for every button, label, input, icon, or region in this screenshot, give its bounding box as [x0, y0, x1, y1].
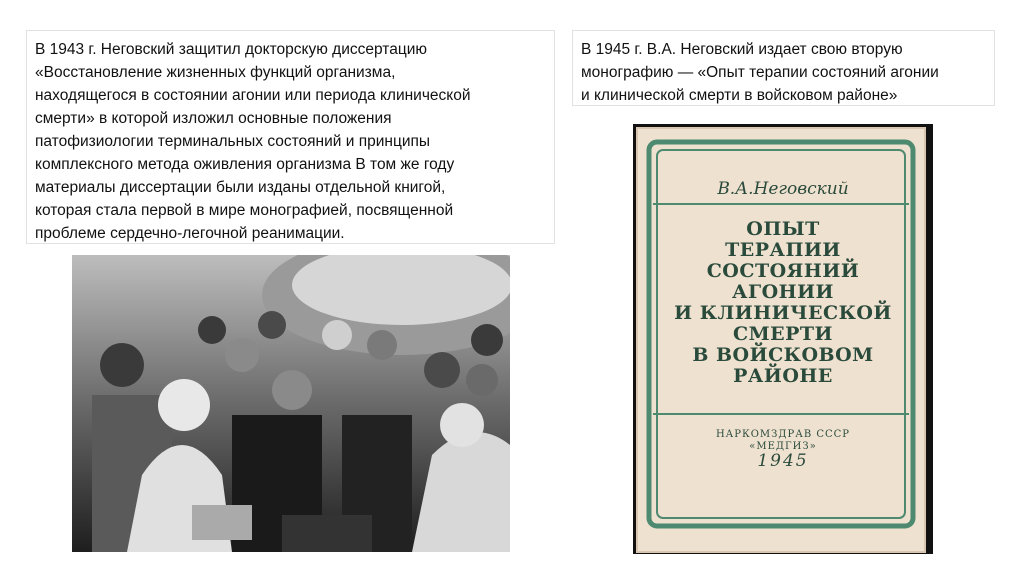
text-box-1943: [26, 30, 555, 244]
group-photo-image: [72, 255, 510, 552]
paragraph-1945: В 1945 г. В.А. Неговский издает свою вторую монографию — «Опыт терапии состояний агонии и клинической смерти в войсковом районе»: [581, 41, 939, 104]
book-author: В.А.Неговский: [717, 179, 849, 199]
paragraph-1943: В 1943 г. Неговский защитил докторскую диссертацию «Восстановление жизненных функций организма, находящегося в состоянии агонии или периода клинической смерти» в которой изложил основные положения патофизиологии терминальных состояний и принципы комплексного метода оживления организма В том же году материалы диссертации были изданы отдельной книгой, которая стала первой в мире монографией, посвященной проблеме сердечно-легочной реанимации.: [35, 41, 471, 242]
book-publisher: НАРКОМЗДРАВ СССР «МЕДГИЗ»: [715, 429, 851, 452]
book-title: ОПЫТ ТЕРАПИИ СОСТОЯНИЙ АГОНИИ И КЛИНИЧЕСКОЙ СМЕРТИ В ВОЙСКОВОМ РАЙОНЕ: [674, 218, 892, 387]
group-photo: [72, 255, 510, 552]
book-year: 1945: [757, 451, 809, 471]
book-cover-image: [633, 124, 933, 554]
text-box-1945: [572, 30, 995, 106]
